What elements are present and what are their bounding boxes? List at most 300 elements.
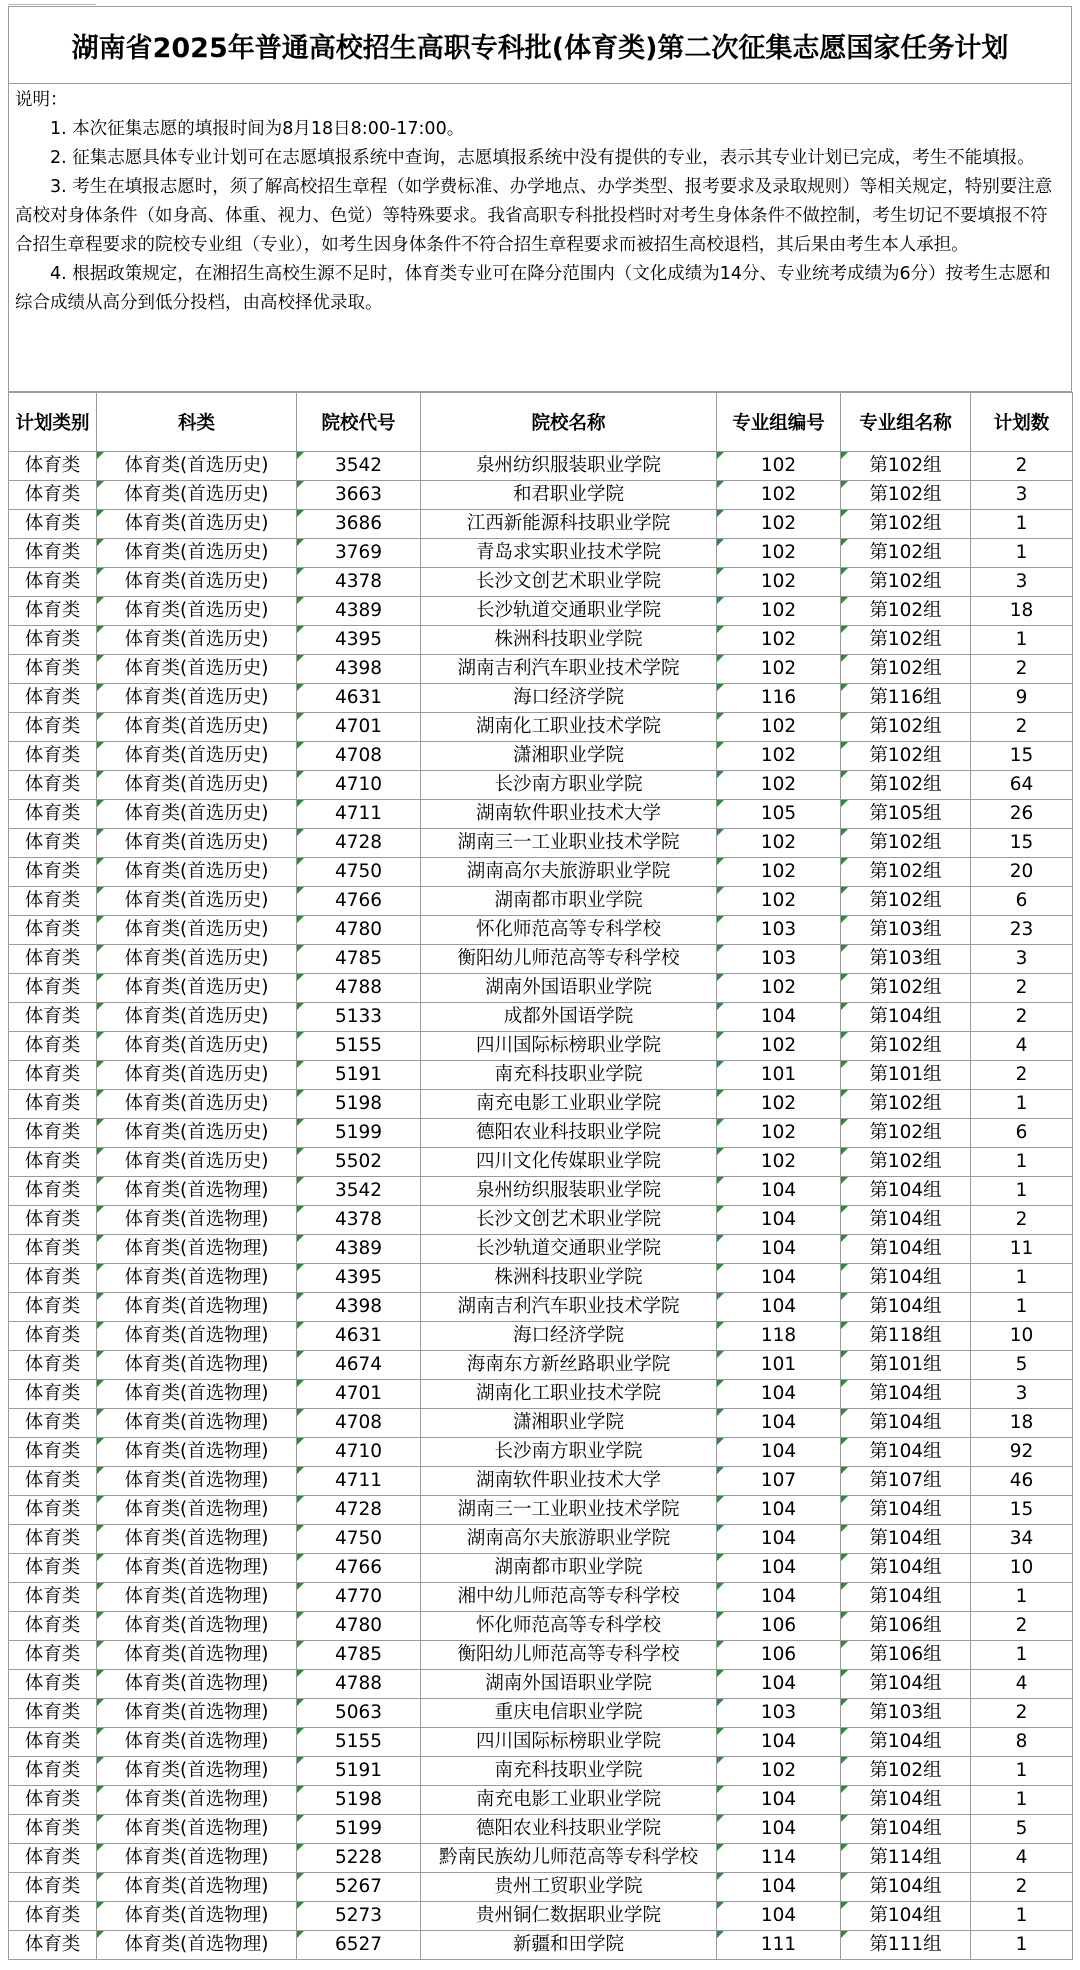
cell-group-name[interactable]: 第102组 — [841, 742, 971, 771]
cell-group-number[interactable]: 102 — [717, 858, 841, 887]
cell-group-name[interactable]: 第104组 — [841, 1525, 971, 1554]
cell-school-name[interactable]: 四川国际标榜职业学院 — [421, 1032, 717, 1061]
cell-school-name[interactable]: 湖南化工职业技术学院 — [421, 1380, 717, 1409]
cell-plan-category[interactable]: 体育类 — [9, 684, 97, 713]
cell-school-code[interactable]: 4708 — [297, 1409, 421, 1438]
cell-school-code[interactable]: 5502 — [297, 1148, 421, 1177]
cell-subject-type[interactable]: 体育类(首选物理) — [97, 1322, 297, 1351]
cell-plan-count[interactable]: 1 — [971, 1583, 1073, 1612]
cell-plan-category[interactable]: 体育类 — [9, 1496, 97, 1525]
cell-group-name[interactable]: 第104组 — [841, 1003, 971, 1032]
cell-group-number[interactable]: 105 — [717, 800, 841, 829]
cell-group-name[interactable]: 第104组 — [841, 1264, 971, 1293]
cell-group-number[interactable]: 102 — [717, 1148, 841, 1177]
cell-school-name[interactable]: 长沙轨道交通职业学院 — [421, 597, 717, 626]
cell-school-code[interactable]: 4780 — [297, 1612, 421, 1641]
cell-plan-category[interactable]: 体育类 — [9, 597, 97, 626]
cell-plan-category[interactable]: 体育类 — [9, 713, 97, 742]
cell-subject-type[interactable]: 体育类(首选物理) — [97, 1235, 297, 1264]
cell-school-code[interactable]: 4631 — [297, 684, 421, 713]
cell-school-name[interactable]: 贵州铜仁数据职业学院 — [421, 1902, 717, 1931]
cell-group-name[interactable]: 第102组 — [841, 1148, 971, 1177]
cell-school-name[interactable]: 江西新能源科技职业学院 — [421, 510, 717, 539]
cell-plan-count[interactable]: 2 — [971, 1206, 1073, 1235]
cell-group-name[interactable]: 第102组 — [841, 858, 971, 887]
cell-plan-category[interactable]: 体育类 — [9, 742, 97, 771]
cell-plan-count[interactable]: 1 — [971, 1148, 1073, 1177]
cell-group-name[interactable]: 第102组 — [841, 539, 971, 568]
cell-group-number[interactable]: 103 — [717, 1699, 841, 1728]
cell-subject-type[interactable]: 体育类(首选历史) — [97, 974, 297, 1003]
cell-group-number[interactable]: 114 — [717, 1844, 841, 1873]
cell-school-code[interactable]: 4710 — [297, 771, 421, 800]
cell-subject-type[interactable]: 体育类(首选历史) — [97, 539, 297, 568]
cell-group-name[interactable]: 第104组 — [841, 1380, 971, 1409]
cell-plan-count[interactable]: 2 — [971, 1612, 1073, 1641]
cell-plan-category[interactable]: 体育类 — [9, 1641, 97, 1670]
cell-group-name[interactable]: 第102组 — [841, 974, 971, 1003]
cell-group-number[interactable]: 104 — [717, 1583, 841, 1612]
cell-subject-type[interactable]: 体育类(首选物理) — [97, 1902, 297, 1931]
cell-plan-category[interactable]: 体育类 — [9, 510, 97, 539]
cell-school-code[interactable]: 5199 — [297, 1815, 421, 1844]
cell-plan-count[interactable]: 1 — [971, 1177, 1073, 1206]
cell-group-number[interactable]: 102 — [717, 626, 841, 655]
cell-school-name[interactable]: 湖南吉利汽车职业技术学院 — [421, 655, 717, 684]
cell-plan-category[interactable]: 体育类 — [9, 1119, 97, 1148]
cell-group-name[interactable]: 第107组 — [841, 1467, 971, 1496]
cell-subject-type[interactable]: 体育类(首选物理) — [97, 1844, 297, 1873]
cell-group-number[interactable]: 104 — [717, 1235, 841, 1264]
cell-school-code[interactable]: 4395 — [297, 626, 421, 655]
cell-school-code[interactable]: 3542 — [297, 1177, 421, 1206]
cell-subject-type[interactable]: 体育类(首选物理) — [97, 1554, 297, 1583]
cell-plan-category[interactable]: 体育类 — [9, 1815, 97, 1844]
cell-plan-category[interactable]: 体育类 — [9, 1554, 97, 1583]
cell-subject-type[interactable]: 体育类(首选历史) — [97, 742, 297, 771]
cell-group-name[interactable]: 第102组 — [841, 887, 971, 916]
cell-group-number[interactable]: 104 — [717, 1815, 841, 1844]
cell-group-name[interactable]: 第104组 — [841, 1206, 971, 1235]
cell-plan-count[interactable]: 2 — [971, 655, 1073, 684]
cell-school-name[interactable]: 长沙南方职业学院 — [421, 1438, 717, 1467]
cell-plan-category[interactable]: 体育类 — [9, 858, 97, 887]
cell-group-name[interactable]: 第114组 — [841, 1844, 971, 1873]
cell-plan-category[interactable]: 体育类 — [9, 1206, 97, 1235]
cell-subject-type[interactable]: 体育类(首选物理) — [97, 1815, 297, 1844]
cell-group-number[interactable]: 107 — [717, 1467, 841, 1496]
cell-group-number[interactable]: 102 — [717, 1032, 841, 1061]
cell-group-number[interactable]: 118 — [717, 1322, 841, 1351]
cell-subject-type[interactable]: 体育类(首选物理) — [97, 1380, 297, 1409]
cell-plan-category[interactable]: 体育类 — [9, 481, 97, 510]
cell-school-name[interactable]: 青岛求实职业技术学院 — [421, 539, 717, 568]
cell-school-name[interactable]: 潇湘职业学院 — [421, 742, 717, 771]
cell-group-number[interactable]: 104 — [717, 1902, 841, 1931]
cell-plan-category[interactable]: 体育类 — [9, 1090, 97, 1119]
cell-group-name[interactable]: 第102组 — [841, 568, 971, 597]
cell-subject-type[interactable]: 体育类(首选历史) — [97, 800, 297, 829]
cell-plan-count[interactable]: 10 — [971, 1322, 1073, 1351]
cell-group-number[interactable]: 111 — [717, 1931, 841, 1960]
cell-subject-type[interactable]: 体育类(首选历史) — [97, 887, 297, 916]
cell-school-code[interactable]: 4398 — [297, 655, 421, 684]
cell-plan-count[interactable]: 20 — [971, 858, 1073, 887]
cell-subject-type[interactable]: 体育类(首选物理) — [97, 1467, 297, 1496]
cell-plan-count[interactable]: 2 — [971, 1061, 1073, 1090]
cell-school-code[interactable]: 4785 — [297, 1641, 421, 1670]
cell-school-name[interactable]: 湖南高尔夫旅游职业学院 — [421, 858, 717, 887]
cell-group-number[interactable]: 102 — [717, 452, 841, 481]
cell-group-number[interactable]: 102 — [717, 1119, 841, 1148]
cell-school-name[interactable]: 海口经济学院 — [421, 1322, 717, 1351]
cell-group-number[interactable]: 101 — [717, 1351, 841, 1380]
cell-group-number[interactable]: 104 — [717, 1670, 841, 1699]
cell-school-code[interactable]: 4398 — [297, 1293, 421, 1322]
cell-school-name[interactable]: 南充科技职业学院 — [421, 1757, 717, 1786]
cell-group-number[interactable]: 104 — [717, 1264, 841, 1293]
cell-subject-type[interactable]: 体育类(首选物理) — [97, 1757, 297, 1786]
cell-school-name[interactable]: 湖南吉利汽车职业技术学院 — [421, 1293, 717, 1322]
cell-plan-count[interactable]: 15 — [971, 742, 1073, 771]
cell-group-name[interactable]: 第104组 — [841, 1902, 971, 1931]
cell-group-name[interactable]: 第101组 — [841, 1061, 971, 1090]
cell-plan-count[interactable]: 6 — [971, 887, 1073, 916]
cell-group-number[interactable]: 102 — [717, 1090, 841, 1119]
cell-plan-count[interactable]: 9 — [971, 684, 1073, 713]
cell-plan-count[interactable]: 5 — [971, 1815, 1073, 1844]
cell-school-code[interactable]: 5273 — [297, 1902, 421, 1931]
cell-plan-count[interactable]: 1 — [971, 1293, 1073, 1322]
cell-group-name[interactable]: 第102组 — [841, 597, 971, 626]
cell-subject-type[interactable]: 体育类(首选物理) — [97, 1931, 297, 1960]
cell-group-name[interactable]: 第101组 — [841, 1351, 971, 1380]
cell-plan-category[interactable]: 体育类 — [9, 1728, 97, 1757]
cell-school-code[interactable]: 4785 — [297, 945, 421, 974]
cell-plan-count[interactable]: 92 — [971, 1438, 1073, 1467]
cell-subject-type[interactable]: 体育类(首选历史) — [97, 1090, 297, 1119]
cell-group-number[interactable]: 102 — [717, 887, 841, 916]
cell-group-name[interactable]: 第104组 — [841, 1786, 971, 1815]
cell-group-name[interactable]: 第105组 — [841, 800, 971, 829]
cell-plan-count[interactable]: 1 — [971, 1641, 1073, 1670]
cell-group-name[interactable]: 第102组 — [841, 1757, 971, 1786]
cell-plan-category[interactable]: 体育类 — [9, 1844, 97, 1873]
cell-school-name[interactable]: 湖南都市职业学院 — [421, 1554, 717, 1583]
cell-plan-category[interactable]: 体育类 — [9, 1322, 97, 1351]
cell-group-name[interactable]: 第103组 — [841, 916, 971, 945]
cell-plan-category[interactable]: 体育类 — [9, 1931, 97, 1960]
cell-plan-count[interactable]: 2 — [971, 1699, 1073, 1728]
cell-subject-type[interactable]: 体育类(首选物理) — [97, 1496, 297, 1525]
cell-school-code[interactable]: 3542 — [297, 452, 421, 481]
cell-school-name[interactable]: 湖南外国语职业学院 — [421, 1670, 717, 1699]
cell-group-name[interactable]: 第103组 — [841, 1699, 971, 1728]
cell-group-name[interactable]: 第102组 — [841, 1090, 971, 1119]
cell-plan-category[interactable]: 体育类 — [9, 1757, 97, 1786]
cell-plan-count[interactable]: 64 — [971, 771, 1073, 800]
cell-subject-type[interactable]: 体育类(首选历史) — [97, 713, 297, 742]
cell-plan-category[interactable]: 体育类 — [9, 1525, 97, 1554]
cell-plan-count[interactable]: 4 — [971, 1670, 1073, 1699]
cell-group-number[interactable]: 102 — [717, 568, 841, 597]
cell-group-name[interactable]: 第106组 — [841, 1641, 971, 1670]
cell-plan-count[interactable]: 3 — [971, 481, 1073, 510]
cell-subject-type[interactable]: 体育类(首选物理) — [97, 1583, 297, 1612]
cell-school-name[interactable]: 南充科技职业学院 — [421, 1061, 717, 1090]
cell-plan-count[interactable]: 2 — [971, 974, 1073, 1003]
cell-group-name[interactable]: 第104组 — [841, 1554, 971, 1583]
cell-plan-count[interactable]: 1 — [971, 1264, 1073, 1293]
cell-school-name[interactable]: 新疆和田学院 — [421, 1931, 717, 1960]
cell-group-name[interactable]: 第102组 — [841, 655, 971, 684]
cell-group-number[interactable]: 101 — [717, 1061, 841, 1090]
cell-subject-type[interactable]: 体育类(首选历史) — [97, 771, 297, 800]
cell-plan-count[interactable]: 15 — [971, 829, 1073, 858]
cell-school-name[interactable]: 湖南都市职业学院 — [421, 887, 717, 916]
cell-group-name[interactable]: 第116组 — [841, 684, 971, 713]
cell-plan-count[interactable]: 3 — [971, 1380, 1073, 1409]
cell-school-code[interactable]: 4389 — [297, 1235, 421, 1264]
cell-group-number[interactable]: 102 — [717, 539, 841, 568]
cell-subject-type[interactable]: 体育类(首选物理) — [97, 1438, 297, 1467]
cell-plan-category[interactable]: 体育类 — [9, 568, 97, 597]
cell-school-name[interactable]: 四川国际标榜职业学院 — [421, 1728, 717, 1757]
cell-plan-count[interactable]: 1 — [971, 1931, 1073, 1960]
cell-subject-type[interactable]: 体育类(首选物理) — [97, 1641, 297, 1670]
cell-school-code[interactable]: 5191 — [297, 1757, 421, 1786]
cell-school-code[interactable]: 4728 — [297, 829, 421, 858]
cell-plan-category[interactable]: 体育类 — [9, 1467, 97, 1496]
cell-school-name[interactable]: 湖南外国语职业学院 — [421, 974, 717, 1003]
cell-group-name[interactable]: 第104组 — [841, 1670, 971, 1699]
cell-group-number[interactable]: 104 — [717, 1409, 841, 1438]
cell-plan-category[interactable]: 体育类 — [9, 1670, 97, 1699]
cell-school-name[interactable]: 长沙文创艺术职业学院 — [421, 1206, 717, 1235]
cell-group-number[interactable]: 102 — [717, 829, 841, 858]
cell-group-name[interactable]: 第104组 — [841, 1496, 971, 1525]
cell-group-name[interactable]: 第106组 — [841, 1612, 971, 1641]
cell-plan-category[interactable]: 体育类 — [9, 1351, 97, 1380]
cell-school-code[interactable]: 5198 — [297, 1786, 421, 1815]
cell-school-name[interactable]: 湖南高尔夫旅游职业学院 — [421, 1525, 717, 1554]
cell-plan-category[interactable]: 体育类 — [9, 1380, 97, 1409]
cell-group-number[interactable]: 116 — [717, 684, 841, 713]
cell-group-number[interactable]: 104 — [717, 1554, 841, 1583]
cell-subject-type[interactable]: 体育类(首选物理) — [97, 1670, 297, 1699]
cell-plan-category[interactable]: 体育类 — [9, 1409, 97, 1438]
cell-plan-count[interactable]: 23 — [971, 916, 1073, 945]
cell-plan-count[interactable]: 4 — [971, 1844, 1073, 1873]
cell-group-name[interactable]: 第102组 — [841, 713, 971, 742]
cell-subject-type[interactable]: 体育类(首选历史) — [97, 916, 297, 945]
cell-subject-type[interactable]: 体育类(首选历史) — [97, 568, 297, 597]
cell-group-name[interactable]: 第104组 — [841, 1873, 971, 1902]
cell-school-name[interactable]: 怀化师范高等专科学校 — [421, 916, 717, 945]
cell-group-name[interactable]: 第104组 — [841, 1235, 971, 1264]
cell-group-name[interactable]: 第103组 — [841, 945, 971, 974]
cell-subject-type[interactable]: 体育类(首选历史) — [97, 597, 297, 626]
cell-school-name[interactable]: 长沙南方职业学院 — [421, 771, 717, 800]
cell-plan-category[interactable]: 体育类 — [9, 1264, 97, 1293]
cell-school-code[interactable]: 4378 — [297, 1206, 421, 1235]
cell-subject-type[interactable]: 体育类(首选历史) — [97, 1119, 297, 1148]
cell-plan-category[interactable]: 体育类 — [9, 916, 97, 945]
cell-school-code[interactable]: 5063 — [297, 1699, 421, 1728]
cell-subject-type[interactable]: 体育类(首选物理) — [97, 1699, 297, 1728]
cell-subject-type[interactable]: 体育类(首选历史) — [97, 481, 297, 510]
cell-plan-category[interactable]: 体育类 — [9, 1583, 97, 1612]
cell-school-code[interactable]: 4708 — [297, 742, 421, 771]
cell-plan-count[interactable]: 6 — [971, 1119, 1073, 1148]
cell-group-number[interactable]: 102 — [717, 655, 841, 684]
cell-plan-count[interactable]: 5 — [971, 1351, 1073, 1380]
cell-school-code[interactable]: 4788 — [297, 1670, 421, 1699]
cell-plan-count[interactable]: 8 — [971, 1728, 1073, 1757]
cell-subject-type[interactable]: 体育类(首选历史) — [97, 945, 297, 974]
cell-group-number[interactable]: 104 — [717, 1873, 841, 1902]
cell-school-code[interactable]: 4378 — [297, 568, 421, 597]
cell-school-name[interactable]: 黔南民族幼儿师范高等专科学校 — [421, 1844, 717, 1873]
cell-school-code[interactable]: 4711 — [297, 800, 421, 829]
cell-group-number[interactable]: 102 — [717, 713, 841, 742]
cell-group-number[interactable]: 104 — [717, 1728, 841, 1757]
cell-group-number[interactable]: 104 — [717, 1525, 841, 1554]
cell-school-code[interactable]: 3769 — [297, 539, 421, 568]
cell-plan-count[interactable]: 2 — [971, 452, 1073, 481]
cell-subject-type[interactable]: 体育类(首选物理) — [97, 1264, 297, 1293]
cell-group-number[interactable]: 102 — [717, 481, 841, 510]
cell-group-number[interactable]: 102 — [717, 771, 841, 800]
cell-school-code[interactable]: 4389 — [297, 597, 421, 626]
cell-plan-count[interactable]: 18 — [971, 1409, 1073, 1438]
cell-plan-category[interactable]: 体育类 — [9, 800, 97, 829]
cell-plan-count[interactable]: 26 — [971, 800, 1073, 829]
cell-plan-category[interactable]: 体育类 — [9, 626, 97, 655]
cell-school-name[interactable]: 湖南软件职业技术大学 — [421, 800, 717, 829]
cell-group-number[interactable]: 104 — [717, 1293, 841, 1322]
cell-plan-category[interactable]: 体育类 — [9, 452, 97, 481]
cell-plan-count[interactable]: 1 — [971, 510, 1073, 539]
cell-subject-type[interactable]: 体育类(首选历史) — [97, 655, 297, 684]
cell-school-name[interactable]: 湖南化工职业技术学院 — [421, 713, 717, 742]
cell-subject-type[interactable]: 体育类(首选物理) — [97, 1728, 297, 1757]
cell-school-name[interactable]: 湖南三一工业职业技术学院 — [421, 829, 717, 858]
cell-school-code[interactable]: 5228 — [297, 1844, 421, 1873]
cell-group-name[interactable]: 第104组 — [841, 1815, 971, 1844]
cell-group-name[interactable]: 第102组 — [841, 1032, 971, 1061]
cell-group-number[interactable]: 104 — [717, 1206, 841, 1235]
cell-plan-category[interactable]: 体育类 — [9, 1902, 97, 1931]
cell-group-number[interactable]: 102 — [717, 1757, 841, 1786]
cell-subject-type[interactable]: 体育类(首选物理) — [97, 1873, 297, 1902]
cell-school-code[interactable]: 5267 — [297, 1873, 421, 1902]
cell-school-code[interactable]: 3663 — [297, 481, 421, 510]
cell-subject-type[interactable]: 体育类(首选历史) — [97, 1061, 297, 1090]
cell-plan-category[interactable]: 体育类 — [9, 829, 97, 858]
cell-plan-category[interactable]: 体育类 — [9, 1148, 97, 1177]
cell-school-name[interactable]: 南充电影工业职业学院 — [421, 1786, 717, 1815]
cell-school-code[interactable]: 4780 — [297, 916, 421, 945]
cell-group-name[interactable]: 第104组 — [841, 1409, 971, 1438]
cell-plan-count[interactable]: 10 — [971, 1554, 1073, 1583]
cell-school-code[interactable]: 4750 — [297, 858, 421, 887]
cell-school-name[interactable]: 衡阳幼儿师范高等专科学校 — [421, 1641, 717, 1670]
cell-subject-type[interactable]: 体育类(首选历史) — [97, 829, 297, 858]
cell-group-name[interactable]: 第111组 — [841, 1931, 971, 1960]
cell-school-name[interactable]: 贵州工贸职业学院 — [421, 1873, 717, 1902]
cell-group-name[interactable]: 第104组 — [841, 1728, 971, 1757]
cell-plan-count[interactable]: 1 — [971, 1786, 1073, 1815]
cell-school-code[interactable]: 5198 — [297, 1090, 421, 1119]
cell-group-name[interactable]: 第118组 — [841, 1322, 971, 1351]
cell-group-number[interactable]: 104 — [717, 1438, 841, 1467]
cell-plan-count[interactable]: 18 — [971, 597, 1073, 626]
cell-subject-type[interactable]: 体育类(首选物理) — [97, 1525, 297, 1554]
cell-school-name[interactable]: 德阳农业科技职业学院 — [421, 1119, 717, 1148]
cell-plan-category[interactable]: 体育类 — [9, 771, 97, 800]
cell-plan-count[interactable]: 2 — [971, 1003, 1073, 1032]
cell-plan-count[interactable]: 4 — [971, 1032, 1073, 1061]
cell-school-name[interactable]: 泉州纺织服装职业学院 — [421, 1177, 717, 1206]
cell-group-number[interactable]: 104 — [717, 1786, 841, 1815]
cell-subject-type[interactable]: 体育类(首选历史) — [97, 684, 297, 713]
cell-subject-type[interactable]: 体育类(首选历史) — [97, 626, 297, 655]
cell-plan-category[interactable]: 体育类 — [9, 1061, 97, 1090]
cell-school-name[interactable]: 海南东方新丝路职业学院 — [421, 1351, 717, 1380]
cell-group-number[interactable]: 102 — [717, 974, 841, 1003]
cell-group-number[interactable]: 102 — [717, 597, 841, 626]
cell-school-code[interactable]: 4766 — [297, 1554, 421, 1583]
cell-plan-category[interactable]: 体育类 — [9, 1235, 97, 1264]
cell-plan-count[interactable]: 1 — [971, 1902, 1073, 1931]
cell-school-code[interactable]: 6527 — [297, 1931, 421, 1960]
cell-subject-type[interactable]: 体育类(首选历史) — [97, 1148, 297, 1177]
cell-school-name[interactable]: 重庆电信职业学院 — [421, 1699, 717, 1728]
cell-plan-category[interactable]: 体育类 — [9, 1438, 97, 1467]
cell-school-code[interactable]: 5191 — [297, 1061, 421, 1090]
cell-school-name[interactable]: 南充电影工业职业学院 — [421, 1090, 717, 1119]
cell-group-name[interactable]: 第102组 — [841, 829, 971, 858]
cell-plan-count[interactable]: 15 — [971, 1496, 1073, 1525]
cell-school-name[interactable]: 和君职业学院 — [421, 481, 717, 510]
cell-plan-category[interactable]: 体育类 — [9, 1873, 97, 1902]
cell-plan-category[interactable]: 体育类 — [9, 1293, 97, 1322]
cell-group-number[interactable]: 106 — [717, 1641, 841, 1670]
cell-school-name[interactable]: 潇湘职业学院 — [421, 1409, 717, 1438]
cell-school-code[interactable]: 5199 — [297, 1119, 421, 1148]
cell-plan-category[interactable]: 体育类 — [9, 887, 97, 916]
cell-subject-type[interactable]: 体育类(首选物理) — [97, 1786, 297, 1815]
cell-school-name[interactable]: 成都外国语学院 — [421, 1003, 717, 1032]
cell-group-name[interactable]: 第102组 — [841, 452, 971, 481]
cell-plan-count[interactable]: 34 — [971, 1525, 1073, 1554]
cell-group-name[interactable]: 第104组 — [841, 1293, 971, 1322]
cell-school-name[interactable]: 湖南软件职业技术大学 — [421, 1467, 717, 1496]
cell-plan-count[interactable]: 2 — [971, 1873, 1073, 1902]
cell-school-code[interactable]: 4701 — [297, 713, 421, 742]
cell-group-name[interactable]: 第104组 — [841, 1438, 971, 1467]
cell-group-name[interactable]: 第102组 — [841, 626, 971, 655]
cell-school-name[interactable]: 长沙轨道交通职业学院 — [421, 1235, 717, 1264]
cell-plan-category[interactable]: 体育类 — [9, 1003, 97, 1032]
cell-plan-count[interactable]: 1 — [971, 539, 1073, 568]
cell-school-name[interactable]: 湖南三一工业职业技术学院 — [421, 1496, 717, 1525]
cell-school-name[interactable]: 泉州纺织服装职业学院 — [421, 452, 717, 481]
cell-group-number[interactable]: 104 — [717, 1003, 841, 1032]
cell-subject-type[interactable]: 体育类(首选物理) — [97, 1177, 297, 1206]
cell-school-code[interactable]: 4766 — [297, 887, 421, 916]
